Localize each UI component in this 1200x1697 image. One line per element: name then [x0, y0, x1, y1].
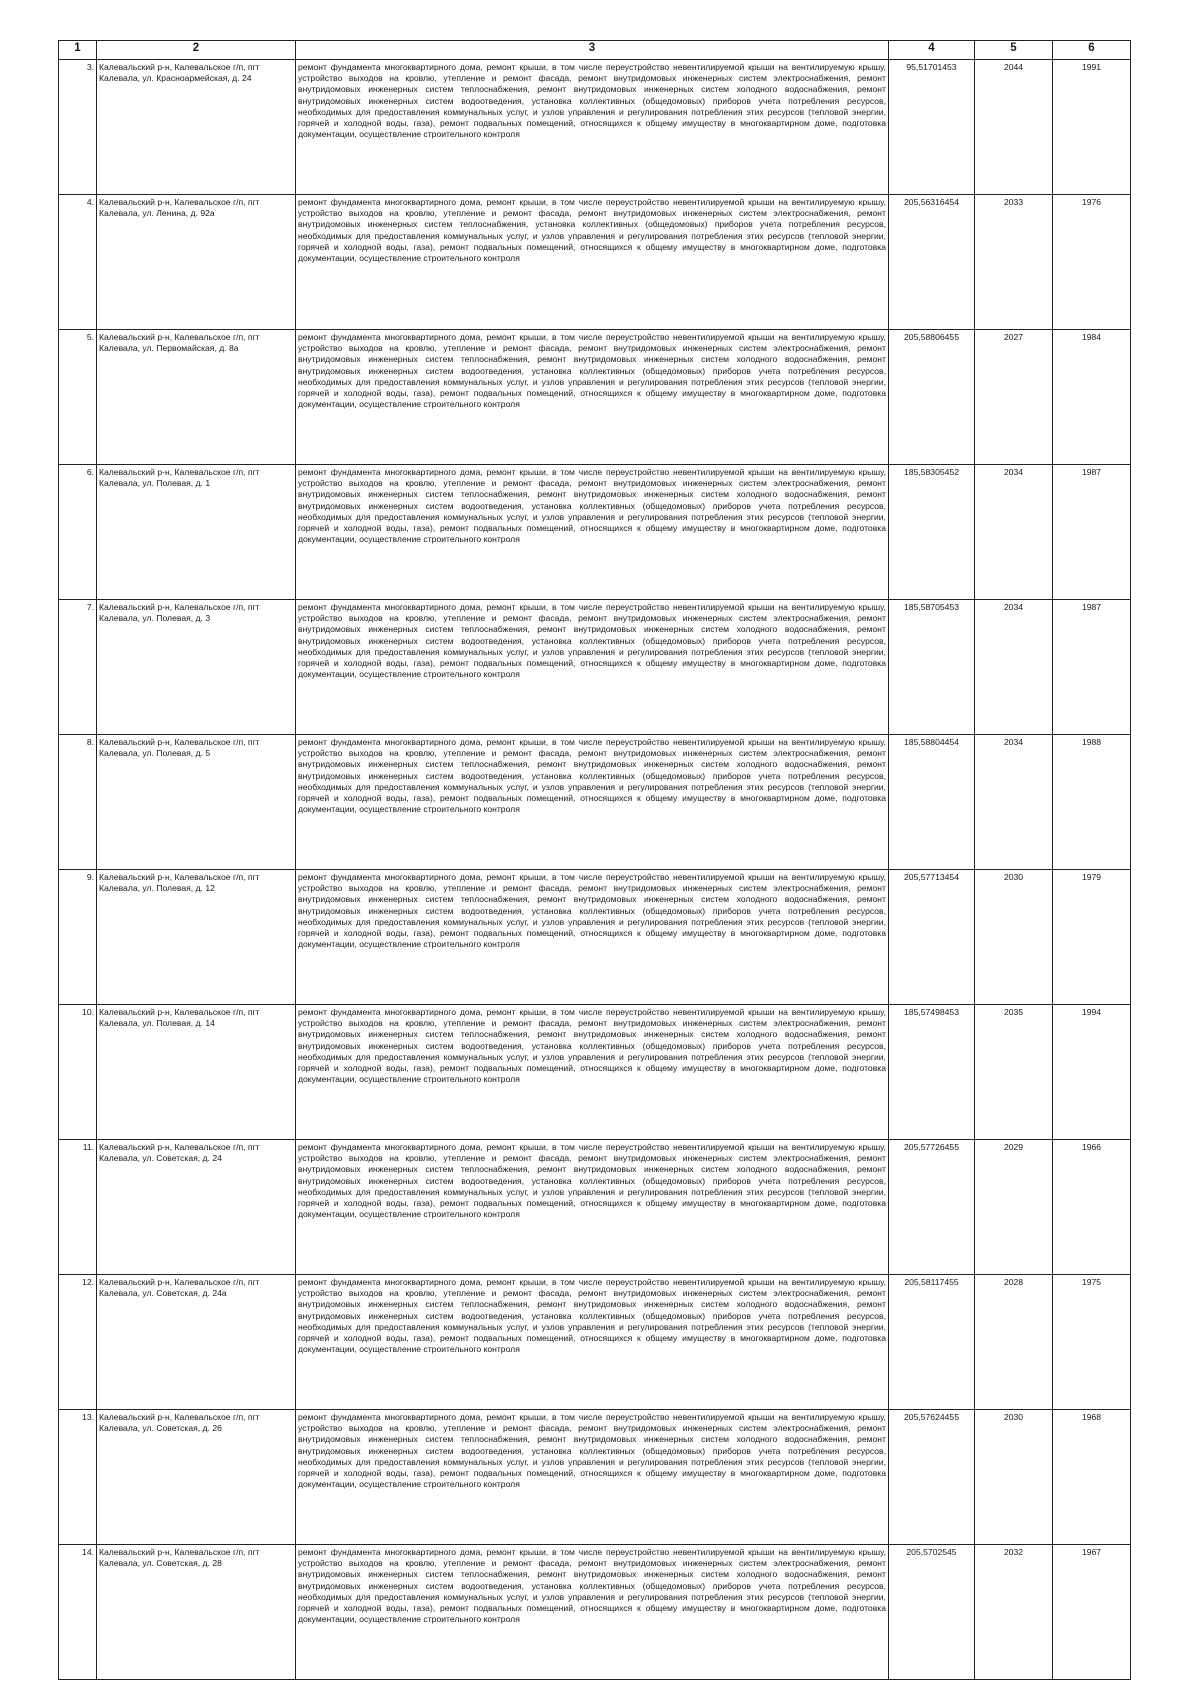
built-year-cell: 1979: [1053, 870, 1131, 1005]
cost-cell: 205,56316454: [889, 195, 975, 330]
table-row: [59, 1545, 1131, 1680]
built-year-cell: 1988: [1053, 735, 1131, 870]
built-year-cell: 1991: [1053, 60, 1131, 195]
table-row: [59, 870, 1131, 1005]
works-cell: ремонт фундамента многоквартирного дома, ремонт крыши, в том числе переустройство невентилируемой крыши на вентилируемую крышу, устройство выходов на кровлю, утепление и ремонт фасада, ремонт внутридомовых инженерных систем электроснабжения, ремонт внутридомовых инженерных систем теплоснабжения, ремонт внутридомовых инженерных систем холодного водоснабжения, ремонт внутридомовых инженерных систем водоотведения, установка коллективных (общедомовых) приборов учета потребления ресурсов, необходимых для предоставления коммунальных услуг, и узлов управления и регулирования потребления этих ресурсов (тепловой энергии, горячей и холодной воды, газа), ремонт подвальных помещений, относящихся к общему имуществу в многоквартирном доме, подготовка документации, осуществление строительного контроля: [296, 465, 889, 600]
table-row: [59, 465, 1131, 600]
works-cell: ремонт фундамента многоквартирного дома, ремонт крыши, в том числе переустройство невентилируемой крыши на вентилируемую крышу, устройство выходов на кровлю, утепление и ремонт фасада, ремонт внутридомовых инженерных систем электроснабжения, ремонт внутридомовых инженерных систем теплоснабжения, ремонт внутридомовых инженерных систем холодного водоснабжения, ремонт внутридомовых инженерных систем водоотведения, установка коллективных (общедомовых) приборов учета потребления ресурсов, необходимых для предоставления коммунальных услуг, и узлов управления и регулирования потребления этих ресурсов (тепловой энергии, горячей и холодной воды, газа), ремонт подвальных помещений, относящихся к общему имуществу в многоквартирном доме, подготовка документации, осуществление строительного контроля: [296, 735, 889, 870]
table-row: [59, 1275, 1131, 1410]
cost-cell: 185,58305452: [889, 465, 975, 600]
table-row: [59, 1005, 1131, 1140]
table-row: [59, 1410, 1131, 1545]
address-cell: Калевальский р-н, Калевальское г/п, пгт Калевала, ул. Полевая, д. 5: [97, 735, 296, 870]
document-page: [58, 40, 1130, 1680]
works-cell: ремонт фундамента многоквартирного дома, ремонт крыши, в том числе переустройство невентилируемой крыши на вентилируемую крышу, устройство выходов на кровлю, утепление и ремонт фасада, ремонт внутридомовых инженерных систем электроснабжения, ремонт внутридомовых инженерных систем теплоснабжения, установка коллективных (общедомовых) приборов учета потребления ресурсов, необходимых для предоставления коммунальных услуг, и узлов управления и регулирования потребления этих ресурсов (тепловой энергии, горячей и холодной воды, газа), ремонт подвальных помещений, относящихся к общему имуществу в многоквартирном доме, подготовка документации, осуществление строительного контроля: [296, 195, 889, 330]
cost-cell: 185,58804454: [889, 735, 975, 870]
cost-cell: 205,58117455: [889, 1275, 975, 1410]
planned-year-cell: 2030: [975, 1410, 1053, 1545]
cost-cell: 185,58705453: [889, 600, 975, 735]
works-cell: ремонт фундамента многоквартирного дома, ремонт крыши, в том числе переустройство невентилируемой крыши на вентилируемую крышу, устройство выходов на кровлю, утепление и ремонт фасада, ремонт внутридомовых инженерных систем электроснабжения, ремонт внутридомовых инженерных систем теплоснабжения, ремонт внутридомовых инженерных систем холодного водоснабжения, ремонт внутридомовых инженерных систем водоотведения, установка коллективных (общедомовых) приборов учета потребления ресурсов, необходимых для предоставления коммунальных услуг, и узлов управления и регулирования потребления этих ресурсов (тепловой энергии, горячей и холодной воды, газа), ремонт подвальных помещений, относящихся к общему имуществу в многоквартирном доме, подготовка документации, осуществление строительного контроля: [296, 1140, 889, 1275]
row-number-cell: 9.: [59, 870, 97, 1005]
planned-year-cell: 2030: [975, 870, 1053, 1005]
row-number-cell: 11.: [59, 1140, 97, 1275]
column-header: 2: [97, 41, 296, 60]
table-row: [59, 330, 1131, 465]
row-number-cell: 5.: [59, 330, 97, 465]
built-year-cell: 1967: [1053, 1545, 1131, 1680]
address-cell: Калевальский р-н, Калевальское г/п, пгт Калевала, ул. Полевая, д. 12: [97, 870, 296, 1005]
cost-cell: 205,5702545: [889, 1545, 975, 1680]
row-number-cell: 13.: [59, 1410, 97, 1545]
built-year-cell: 1976: [1053, 195, 1131, 330]
capital-repair-table: [58, 40, 1131, 1680]
table-row: [59, 735, 1131, 870]
address-cell: Калевальский р-н, Калевальское г/п, пгт Калевала, ул. Красноармейская, д. 24: [97, 60, 296, 195]
planned-year-cell: 2044: [975, 60, 1053, 195]
works-cell: ремонт фундамента многоквартирного дома, ремонт крыши, в том числе переустройство невентилируемой крыши на вентилируемую крышу, устройство выходов на кровлю, утепление и ремонт фасада, ремонт внутридомовых инженерных систем электроснабжения, ремонт внутридомовых инженерных систем теплоснабжения, ремонт внутридомовых инженерных систем холодного водоснабжения, ремонт внутридомовых инженерных систем водоотведения, установка коллективных (общедомовых) приборов учета потребления ресурсов, необходимых для предоставления коммунальных услуг, и узлов управления и регулирования потребления этих ресурсов (тепловой энергии, горячей и холодной воды, газа), ремонт подвальных помещений, относящихся к общему имуществу в многоквартирном доме, подготовка документации, осуществление строительного контроля: [296, 600, 889, 735]
cost-cell: 95,51701453: [889, 60, 975, 195]
address-cell: Калевальский р-н, Калевальское г/п, пгт Калевала, ул. Ленина, д. 92а: [97, 195, 296, 330]
planned-year-cell: 2034: [975, 600, 1053, 735]
works-cell: ремонт фундамента многоквартирного дома, ремонт крыши, в том числе переустройство невентилируемой крыши на вентилируемую крышу, устройство выходов на кровлю, утепление и ремонт фасада, ремонт внутридомовых инженерных систем электроснабжения, ремонт внутридомовых инженерных систем теплоснабжения, ремонт внутридомовых инженерных систем холодного водоснабжения, ремонт внутридомовых инженерных систем водоотведения, установка коллективных (общедомовых) приборов учета потребления ресурсов, необходимых для предоставления коммунальных услуг, и узлов управления и регулирования потребления этих ресурсов (тепловой энергии, горячей и холодной воды, газа), ремонт подвальных помещений, относящихся к общему имуществу в многоквартирном доме, подготовка документации, осуществление строительного контроля: [296, 1005, 889, 1140]
header-row: [59, 41, 1131, 60]
built-year-cell: 1984: [1053, 330, 1131, 465]
row-number-cell: 7.: [59, 600, 97, 735]
works-cell: ремонт фундамента многоквартирного дома, ремонт крыши, в том числе переустройство невентилируемой крыши на вентилируемую крышу, устройство выходов на кровлю, утепление и ремонт фасада, ремонт внутридомовых инженерных систем электроснабжения, ремонт внутридомовых инженерных систем теплоснабжения, ремонт внутридомовых инженерных систем холодного водоснабжения, ремонт внутридомовых инженерных систем водоотведения, установка коллективных (общедомовых) приборов учета потребления ресурсов, необходимых для предоставления коммунальных услуг, и узлов управления и регулирования потребления этих ресурсов (тепловой энергии, горячей и холодной воды, газа), ремонт подвальных помещений, относящихся к общему имуществу в многоквартирном доме, подготовка документации, осуществление строительного контроля: [296, 1410, 889, 1545]
built-year-cell: 1994: [1053, 1005, 1131, 1140]
cost-cell: 205,57713454: [889, 870, 975, 1005]
row-number-cell: 12.: [59, 1275, 97, 1410]
works-cell: ремонт фундамента многоквартирного дома, ремонт крыши, в том числе переустройство невентилируемой крыши на вентилируемую крышу, устройство выходов на кровлю, утепление и ремонт фасада, ремонт внутридомовых инженерных систем электроснабжения, ремонт внутридомовых инженерных систем теплоснабжения, ремонт внутридомовых инженерных систем холодного водоснабжения, ремонт внутридомовых инженерных систем водоотведения, установка коллективных (общедомовых) приборов учета потребления ресурсов, необходимых для предоставления коммунальных услуг, и узлов управления и регулирования потребления этих ресурсов (тепловой энергии, горячей и холодной воды, газа), ремонт подвальных помещений, относящихся к общему имуществу в многоквартирном доме, подготовка документации, осуществление строительного контроля: [296, 870, 889, 1005]
row-number-cell: 6.: [59, 465, 97, 600]
address-cell: Калевальский р-н, Калевальское г/п, пгт Калевала, ул. Полевая, д. 14: [97, 1005, 296, 1140]
table-row: [59, 60, 1131, 195]
table-row: [59, 1140, 1131, 1275]
works-cell: ремонт фундамента многоквартирного дома, ремонт крыши, в том числе переустройство невентилируемой крыши на вентилируемую крышу, устройство выходов на кровлю, утепление и ремонт фасада, ремонт внутридомовых инженерных систем электроснабжения, ремонт внутридомовых инженерных систем теплоснабжения, ремонт внутридомовых инженерных систем холодного водоснабжения, ремонт внутридомовых инженерных систем водоотведения, установка коллективных (общедомовых) приборов учета потребления ресурсов, необходимых для предоставления коммунальных услуг, и узлов управления и регулирования потребления этих ресурсов (тепловой энергии, горячей и холодной воды, газа), ремонт подвальных помещений, относящихся к общему имуществу в многоквартирном доме, подготовка документации, осуществление строительного контроля: [296, 1545, 889, 1680]
column-header: 3: [296, 41, 889, 60]
built-year-cell: 1975: [1053, 1275, 1131, 1410]
cost-cell: 205,57624455: [889, 1410, 975, 1545]
cost-cell: 205,57726455: [889, 1140, 975, 1275]
address-cell: Калевальский р-н, Калевальское г/п, пгт Калевала, ул. Советская, д. 26: [97, 1410, 296, 1545]
address-cell: Калевальский р-н, Калевальское г/п, пгт Калевала, ул. Полевая, д. 3: [97, 600, 296, 735]
planned-year-cell: 2029: [975, 1140, 1053, 1275]
planned-year-cell: 2035: [975, 1005, 1053, 1140]
column-header: 5: [975, 41, 1053, 60]
planned-year-cell: 2034: [975, 465, 1053, 600]
column-header: 6: [1053, 41, 1131, 60]
built-year-cell: 1968: [1053, 1410, 1131, 1545]
row-number-cell: 3.: [59, 60, 97, 195]
address-cell: Калевальский р-н, Калевальское г/п, пгт Калевала, ул. Первомайская, д. 8а: [97, 330, 296, 465]
column-header: 4: [889, 41, 975, 60]
row-number-cell: 14.: [59, 1545, 97, 1680]
address-cell: Калевальский р-н, Калевальское г/п, пгт Калевала, ул. Советская, д. 28: [97, 1545, 296, 1680]
column-header: 1: [59, 41, 97, 60]
row-number-cell: 10.: [59, 1005, 97, 1140]
planned-year-cell: 2034: [975, 735, 1053, 870]
table-row: [59, 600, 1131, 735]
table-row: [59, 195, 1131, 330]
address-cell: Калевальский р-н, Калевальское г/п, пгт Калевала, ул. Советская, д. 24а: [97, 1275, 296, 1410]
built-year-cell: 1987: [1053, 600, 1131, 735]
row-number-cell: 4.: [59, 195, 97, 330]
planned-year-cell: 2032: [975, 1545, 1053, 1680]
planned-year-cell: 2028: [975, 1275, 1053, 1410]
works-cell: ремонт фундамента многоквартирного дома, ремонт крыши, в том числе переустройство невентилируемой крыши на вентилируемую крышу, устройство выходов на кровлю, утепление и ремонт фасада, ремонт внутридомовых инженерных систем электроснабжения, ремонт внутридомовых инженерных систем теплоснабжения, ремонт внутридомовых инженерных систем холодного водоснабжения, ремонт внутридомовых инженерных систем водоотведения, установка коллективных (общедомовых) приборов учета потребления ресурсов, необходимых для предоставления коммунальных услуг, и узлов управления и регулирования потребления этих ресурсов (тепловой энергии, горячей и холодной воды, газа), ремонт подвальных помещений, относящихся к общему имуществу в многоквартирном доме, подготовка документации, осуществление строительного контроля: [296, 1275, 889, 1410]
cost-cell: 205,58806455: [889, 330, 975, 465]
address-cell: Калевальский р-н, Калевальское г/п, пгт Калевала, ул. Советская, д. 24: [97, 1140, 296, 1275]
built-year-cell: 1987: [1053, 465, 1131, 600]
table-body: [59, 60, 1131, 1680]
works-cell: ремонт фундамента многоквартирного дома, ремонт крыши, в том числе переустройство невентилируемой крыши на вентилируемую крышу, устройство выходов на кровлю, утепление и ремонт фасада, ремонт внутридомовых инженерных систем электроснабжения, ремонт внутридомовых инженерных систем теплоснабжения, ремонт внутридомовых инженерных систем холодного водоснабжения, ремонт внутридомовых инженерных систем водоотведения, установка коллективных (общедомовых) приборов учета потребления ресурсов, необходимых для предоставления коммунальных услуг, и узлов управления и регулирования потребления этих ресурсов (тепловой энергии, горячей и холодной воды, газа), ремонт подвальных помещений, относящихся к общему имуществу в многоквартирном доме, подготовка документации, осуществление строительного контроля: [296, 330, 889, 465]
cost-cell: 185,57498453: [889, 1005, 975, 1140]
works-cell: ремонт фундамента многоквартирного дома, ремонт крыши, в том числе переустройство невентилируемой крыши на вентилируемую крышу, устройство выходов на кровлю, утепление и ремонт фасада, ремонт внутридомовых инженерных систем электроснабжения, ремонт внутридомовых инженерных систем теплоснабжения, ремонт внутридомовых инженерных систем холодного водоснабжения, ремонт внутридомовых инженерных систем водоотведения, установка коллективных (общедомовых) приборов учета потребления ресурсов, необходимых для предоставления коммунальных услуг, и узлов управления и регулирования потребления этих ресурсов (тепловой энергии, горячей и холодной воды, газа), ремонт подвальных помещений, относящихся к общему имуществу в многоквартирном доме, подготовка документации, осуществление строительного контроля: [296, 60, 889, 195]
address-cell: Калевальский р-н, Калевальское г/п, пгт Калевала, ул. Полевая, д. 1: [97, 465, 296, 600]
planned-year-cell: 2033: [975, 195, 1053, 330]
built-year-cell: 1966: [1053, 1140, 1131, 1275]
planned-year-cell: 2027: [975, 330, 1053, 465]
row-number-cell: 8.: [59, 735, 97, 870]
